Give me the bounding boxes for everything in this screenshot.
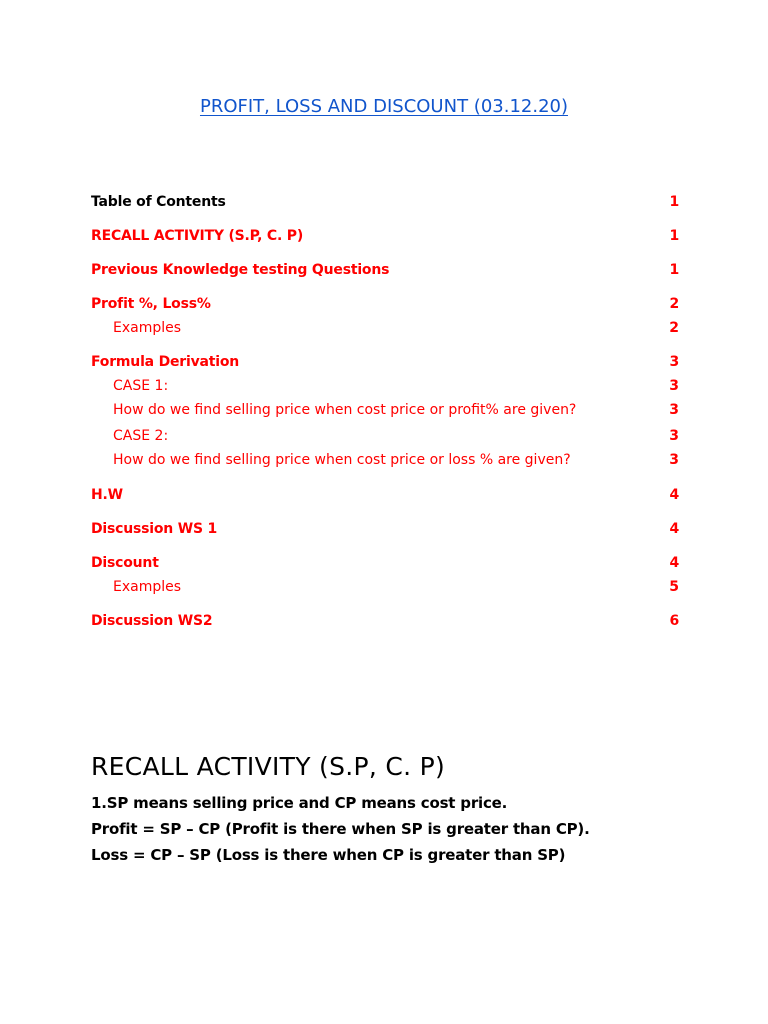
toc-entry-selling-price-loss[interactable] <box>91 450 679 470</box>
toc-entry-case-1[interactable] <box>91 376 679 396</box>
toc-entry-formula-derivation[interactable] <box>91 352 679 372</box>
toc-entry-label: Discount <box>91 555 159 571</box>
toc-entry-label: How do we find selling price when cost price or loss % are given? <box>113 452 571 468</box>
toc-entry-case-2[interactable] <box>91 426 679 446</box>
toc-entry-page: 1 <box>669 228 679 244</box>
document-title[interactable]: PROFIT, LOSS AND DISCOUNT (03.12.20) <box>199 96 568 117</box>
section-paragraph-line-1: 1.SP means selling price and CP means cost price. <box>91 794 508 812</box>
toc-entry-page: 3 <box>669 452 679 468</box>
toc-entry-page: 4 <box>669 555 679 571</box>
toc-entry-label: CASE 2: <box>113 428 169 444</box>
toc-entry-page: 5 <box>669 579 679 595</box>
toc-entry-label: Examples <box>113 320 182 336</box>
toc-entry-page: 3 <box>669 378 679 394</box>
toc-entry-label: Profit %, Loss% <box>91 296 211 312</box>
toc-entry-recall-activity[interactable] <box>91 226 679 246</box>
toc-entry-label: Formula Derivation <box>91 354 240 370</box>
toc-entry-page: 4 <box>669 521 679 537</box>
toc-entry-profit-loss-percent[interactable] <box>91 294 679 314</box>
toc-entry-page: 3 <box>669 428 679 444</box>
toc-entry-label: Examples <box>113 579 182 595</box>
toc-entry-label: CASE 1: <box>113 378 169 394</box>
toc-entry-page: 2 <box>669 296 679 312</box>
toc-entry-previous-knowledge[interactable] <box>91 260 679 280</box>
toc-entry-label: H.W <box>91 487 123 503</box>
toc-entry-discount[interactable] <box>91 553 679 573</box>
section-heading: RECALL ACTIVITY (S.P, C. P) <box>91 752 446 781</box>
toc-entry-page: 1 <box>669 262 679 278</box>
toc-entry-page: 2 <box>669 320 679 336</box>
toc-entry-label: Table of Contents <box>91 194 226 210</box>
toc-entry-label: How do we find selling price when cost price or profit% are given? <box>113 402 577 418</box>
toc-entry-page: 3 <box>669 402 679 418</box>
toc-entry-examples-1[interactable] <box>91 318 679 338</box>
toc-entry-selling-price-profit[interactable] <box>91 400 679 420</box>
toc-entry-label: RECALL ACTIVITY (S.P, C. P) <box>91 228 304 244</box>
toc-entry-discussion-ws1[interactable] <box>91 519 679 539</box>
toc-entry-table-of-contents[interactable] <box>91 192 679 212</box>
toc-entry-hw[interactable] <box>91 485 679 505</box>
toc-entry-page: 1 <box>669 194 679 210</box>
toc-entry-page: 3 <box>669 354 679 370</box>
toc-entry-page: 4 <box>669 487 679 503</box>
section-paragraph-line-2: Profit = SP – CP (Profit is there when SP is greater than CP). <box>91 820 590 838</box>
toc-entry-label: Previous Knowledge testing Questions <box>91 262 390 278</box>
toc-entry-label: Discussion WS 1 <box>91 521 218 537</box>
toc-entry-examples-2[interactable] <box>91 577 679 597</box>
toc-entry-discussion-ws2[interactable] <box>91 611 679 631</box>
toc-entry-label: Discussion WS2 <box>91 613 213 629</box>
section-paragraph-line-3: Loss = CP – SP (Loss is there when CP is greater than SP) <box>91 846 566 864</box>
toc-entry-page: 6 <box>669 613 679 629</box>
